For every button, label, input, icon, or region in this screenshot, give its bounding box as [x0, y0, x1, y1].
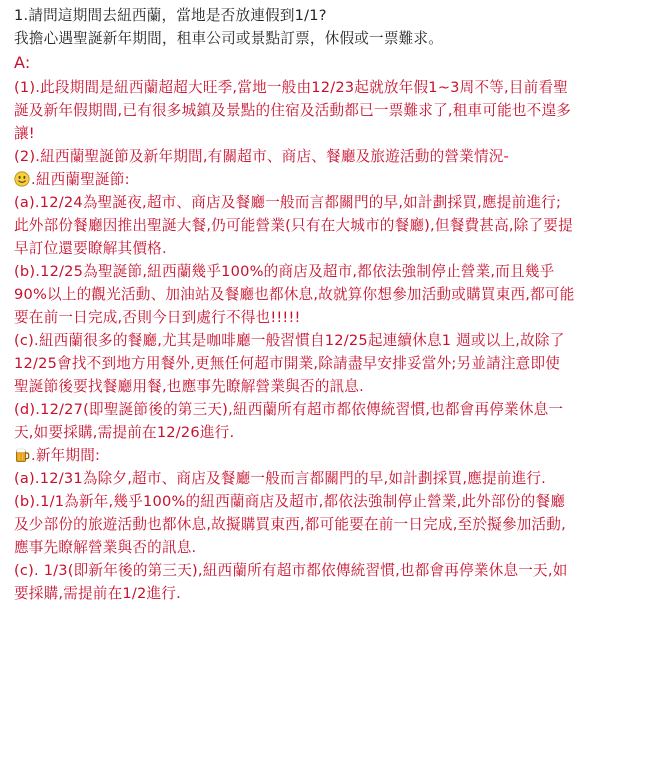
paragraph-line: (a).12/24為聖誕夜,超市、商店及餐廳一般而言都關門的早,如計劃採買,應提前進行; [14, 194, 562, 211]
paragraph-line: (c).紐西蘭很多的餐廳,尤其是咖啡廳一般習慣自12/25起連續休息1 週或以上,故除了 [14, 332, 565, 349]
paragraph-line: 90%以上的觀光活動、加油站及餐廳也都休息,故就算你想參加活動或購買東西,都可能 [14, 286, 575, 303]
christmas-item-d [14, 398, 645, 444]
smiley-icon [14, 171, 30, 187]
paragraph-line: 讓! [14, 125, 35, 142]
paragraph-line: (d).12/27(即聖誕節後的第三天),紐西蘭所有超市都依傳統習慣,也都會再停業休息一 [14, 401, 564, 418]
paragraph-line: 天,如要採購,需提前在12/26進行. [14, 424, 235, 441]
newyear-item-c [14, 559, 645, 605]
newyear-item-a [14, 467, 645, 490]
christmas-heading-row [14, 168, 645, 191]
paragraph-line: (b).1/1為新年,幾乎100%的紐西蘭商店及超市,都依法強制停止營業,此外部份的餐廳 [14, 493, 566, 510]
christmas-item-a [14, 191, 645, 260]
paragraph-line: 此外部份餐廳因推出聖誕大餐,仍可能營業(只有在大城市的餐廳),但餐費甚高,除了要提 [14, 217, 573, 234]
christmas-item-c [14, 329, 645, 398]
answer-point-2-title: (2).紐西蘭聖誕節及新年期間,有關超市、商店、餐廳及旅遊活動的營業情況- [14, 148, 510, 165]
paragraph-line: 早訂位還要瞭解其價格. [14, 240, 167, 257]
paragraph-line: (a).12/31為除夕,超市、商店及餐廳一般而言都關門的早,如計劃採買,應提前進行. [14, 470, 546, 487]
beer-mug-icon [14, 447, 30, 463]
answer-point-1 [14, 76, 645, 145]
newyear-heading: .新年期間: [31, 447, 101, 464]
paragraph-line: (1).此段期間是紐西蘭超超大旺季,當地一般由12/23起就放年假1~3周不等,目前看聖 [14, 79, 569, 96]
paragraph-line: 要在前一日完成,否則今日到處行不得也!!!!! [14, 309, 301, 326]
paragraph-line: (b).12/25為聖誕節,紐西蘭幾乎100%的商店及超市,都依法強制停止營業,而且幾乎 [14, 263, 555, 280]
paragraph-line: 12/25會找不到地方用餐外,更無任何超市開業,除請盡早安排妥當外;另並請注意即使 [14, 355, 561, 372]
paragraph-line: (c). 1/3(即新年後的第三天),紐西蘭所有超市都依傳統習慣,也都會再停業休息一天,如 [14, 562, 568, 579]
paragraph-line: 要採購,需提前在1/2進行. [14, 585, 181, 602]
paragraph-line: 應事先瞭解營業與否的訊息. [14, 539, 197, 556]
answer-label: A: [14, 53, 31, 72]
christmas-item-b [14, 260, 645, 329]
question-title: 1.請問這期間去紐西蘭，當地是否放連假到1/1? [14, 7, 327, 24]
paragraph-line: 誕及新年假期間,已有很多城鎮及景點的住宿及活動都已一票難求了,租車可能也不遑多 [14, 102, 572, 119]
paragraph-line: 及少部份的旅遊活動也都休息,故擬購買東西,都可能要在前一日完成,至於擬參加活動, [14, 516, 566, 533]
question-detail: 我擔心遇聖誕新年期間，租車公司或景點訂票，休假或一票難求。 [14, 30, 444, 47]
newyear-item-b [14, 490, 645, 559]
newyear-heading-row [14, 444, 645, 467]
paragraph-line: 聖誕節後要找餐廳用餐,也應事先瞭解營業與否的訊息. [14, 378, 364, 395]
christmas-heading: .紐西蘭聖誕節: [31, 171, 130, 188]
